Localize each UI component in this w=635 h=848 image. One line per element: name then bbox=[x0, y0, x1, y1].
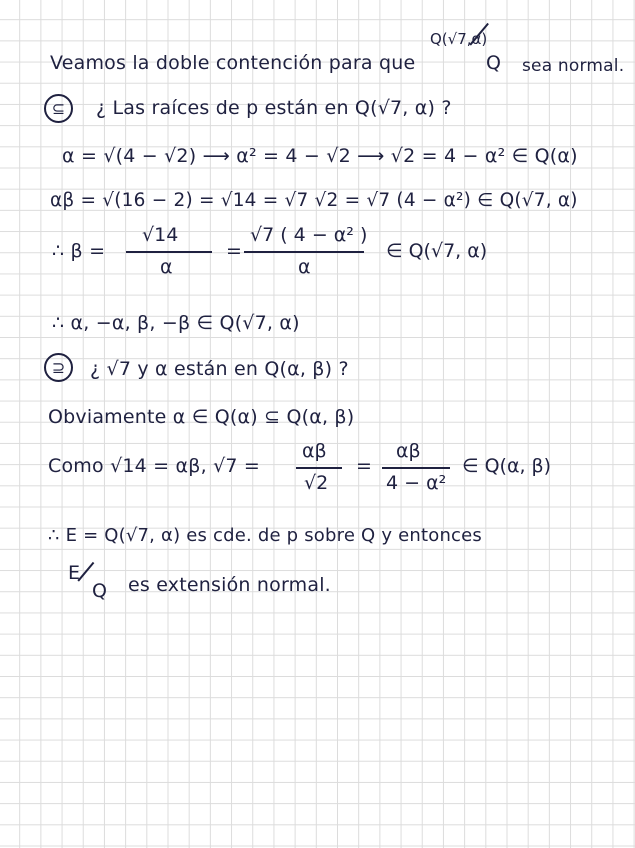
extension-numerator: E bbox=[68, 562, 81, 584]
intro-end-text: sea normal. bbox=[522, 56, 625, 76]
final-normal-extension: es extensión normal. bbox=[128, 574, 331, 596]
beta-prefix: ∴ β = bbox=[52, 240, 106, 262]
como-prefix: Como √14 = αβ, √7 = bbox=[48, 455, 261, 477]
question-roots: ¿ Las raíces de p están en Q(√7, α) ? bbox=[96, 97, 452, 119]
field-denominator: Q bbox=[486, 52, 501, 74]
beta-numerator-1: √14 bbox=[142, 224, 179, 246]
sqrt7-denominator-2: 4 − α² bbox=[386, 472, 447, 494]
final-conclusion: ∴ E = Q(√7, α) es cde. de p sobre Q y entonces bbox=[48, 525, 483, 546]
extension-denominator: Q bbox=[92, 580, 107, 602]
subset-marker: ⊆ bbox=[44, 94, 73, 123]
superset-marker: ⊇ bbox=[44, 353, 73, 382]
sqrt7-fraction-bar-1 bbox=[296, 467, 342, 469]
beta-fraction-bar-1 bbox=[126, 251, 212, 253]
sqrt7-membership: ∈ Q(α, β) bbox=[462, 455, 552, 477]
beta-equals: = bbox=[226, 240, 242, 262]
question-generators: ¿ √7 y α están en Q(α, β) ? bbox=[90, 358, 349, 380]
intro-text: Veamos la doble contención para que bbox=[50, 52, 416, 74]
roots-conclusion: ∴ α, −α, β, −β ∈ Q(√7, α) bbox=[52, 312, 300, 334]
beta-fraction-bar-2 bbox=[244, 251, 364, 253]
field-numerator: Q(√7,α) bbox=[430, 30, 488, 48]
beta-membership: ∈ Q(√7, α) bbox=[386, 240, 488, 262]
sqrt7-denominator-1: √2 bbox=[304, 472, 329, 494]
alpha-beta-equation: αβ = √(16 − 2) = √14 = √7 √2 = √7 (4 − α²) ∈ Q(√7, α) bbox=[50, 190, 578, 211]
beta-numerator-2: √7 ( 4 − α² ) bbox=[250, 224, 368, 246]
beta-denominator-1: α bbox=[160, 256, 173, 278]
sqrt7-numerator-2: αβ bbox=[396, 440, 421, 462]
beta-denominator-2: α bbox=[298, 256, 311, 278]
obvious-statement: Obviamente α ∈ Q(α) ⊆ Q(α, β) bbox=[48, 406, 355, 428]
sqrt7-numerator-1: αβ bbox=[302, 440, 327, 462]
sqrt7-fraction-bar-2 bbox=[382, 467, 450, 469]
sqrt7-equals: = bbox=[356, 455, 372, 477]
alpha-equation: α = √(4 − √2) ⟶ α² = 4 − √2 ⟶ √2 = 4 − α² ∈ Q(α) bbox=[62, 145, 578, 167]
